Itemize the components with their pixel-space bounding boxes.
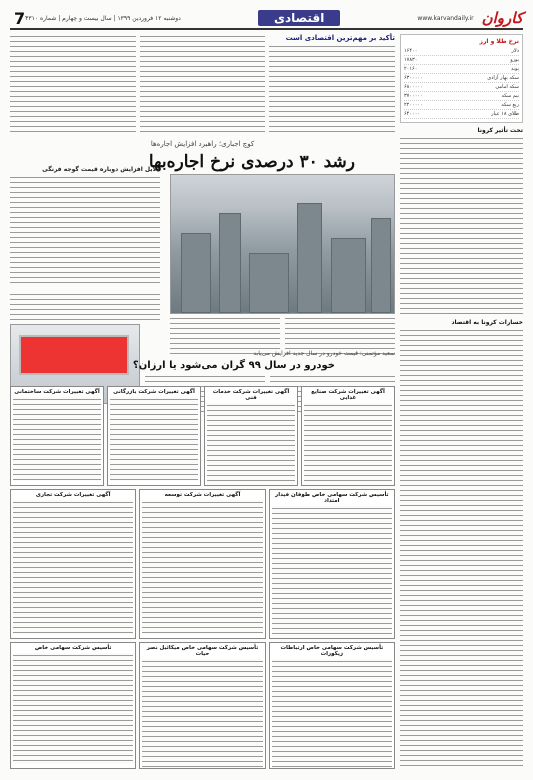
left-column-text-2 bbox=[10, 292, 160, 322]
left-column-title: دلایل افزایش دوباره قیمت گوجه فرنگی bbox=[42, 166, 160, 173]
market-rates-title: نرخ طلا و ارز bbox=[479, 38, 519, 45]
market-rate-value: ۳۷۰۰۰۰۰ bbox=[404, 92, 423, 99]
story-kicker: کوچ اجباری؛ راهبرد افزایش اجاره‌ها bbox=[150, 140, 255, 148]
website-url[interactable]: www.karvandaily.ir bbox=[417, 14, 474, 22]
ad-box bbox=[269, 642, 395, 769]
market-rate-row bbox=[404, 92, 519, 101]
ad-title: آگهی تغییرات شرکت ساختمانی bbox=[14, 389, 100, 395]
ad-text bbox=[142, 659, 262, 769]
ad-text bbox=[272, 659, 392, 769]
ad-text bbox=[110, 397, 198, 481]
date-block bbox=[10, 9, 181, 28]
market-rate-value: ۱۶۴۰۰ bbox=[404, 47, 418, 54]
ad-title: آگهی تغییرات شرکت بازرگانی bbox=[113, 389, 195, 395]
masthead bbox=[417, 9, 523, 27]
market-rate-row bbox=[404, 47, 519, 56]
ad-text bbox=[13, 397, 101, 481]
ad-text bbox=[272, 506, 392, 639]
classified-ads bbox=[10, 386, 395, 772]
ad-title: تأسیس شرکت سهامی خاص ارتباطات زیکورات bbox=[280, 645, 384, 657]
sidebar bbox=[400, 34, 523, 772]
market-rate-value: ۶۳۰۰۰۰۰ bbox=[404, 74, 423, 81]
ad-box bbox=[10, 386, 104, 486]
ad-title: آگهی تغییرات شرکت توسعه bbox=[164, 492, 241, 498]
market-rate-value: ۲۰۱۶۰ bbox=[404, 65, 418, 72]
ads-row-1 bbox=[10, 386, 395, 486]
market-rate-value: ۶۸۰۰۰۰۰ bbox=[404, 83, 423, 90]
page-number: 7 bbox=[14, 8, 26, 28]
car-kicker: سعید مؤتمنی: قیمت خودرو در سال جدید افزایش می‌یابد bbox=[253, 350, 395, 357]
sidebar-col1-text bbox=[400, 136, 523, 316]
top-article-2 bbox=[140, 34, 266, 134]
market-rate-label: دلار bbox=[511, 47, 519, 54]
market-rate-row bbox=[404, 56, 519, 65]
ad-box bbox=[139, 642, 265, 769]
market-rate-value: ۲۲۰۰۰۰۰ bbox=[404, 101, 423, 108]
ad-box bbox=[107, 386, 201, 486]
ad-box bbox=[139, 489, 265, 639]
ad-title: تأسیس شرکت سهامی خاص bbox=[34, 645, 112, 651]
ad-title: آگهی تغییرات شرکت تجاری bbox=[35, 492, 111, 498]
market-rate-label: یورو bbox=[510, 56, 519, 63]
market-rate-row bbox=[404, 74, 519, 83]
left-column-text bbox=[10, 175, 160, 285]
market-rate-label: طلای ۱۸ عیار bbox=[491, 110, 519, 117]
city-photo bbox=[170, 174, 395, 314]
market-rates-box bbox=[400, 34, 523, 123]
page-header bbox=[10, 8, 523, 30]
market-rate-label: پوند bbox=[511, 65, 519, 72]
market-rate-row bbox=[404, 110, 519, 119]
sidebar-col2-text bbox=[400, 328, 523, 768]
ad-text bbox=[207, 403, 295, 486]
ad-title: تأسیس شرکت سهامی خاص میکائیل نصر حیات bbox=[146, 645, 259, 657]
ad-text bbox=[13, 500, 133, 634]
market-rate-label: سکه امامی bbox=[495, 83, 519, 90]
ad-title: تأسیس شرکت سهامی خاص طوفان فیدار امتداد bbox=[275, 492, 389, 504]
top-article-3 bbox=[10, 34, 136, 134]
market-rate-row bbox=[404, 101, 519, 110]
ad-text bbox=[142, 500, 262, 634]
top-articles bbox=[10, 34, 395, 134]
section-label: اقتصادی bbox=[258, 10, 340, 26]
market-rate-row bbox=[404, 83, 519, 92]
ad-title: آگهی تغییرات شرکت خدمات فنی bbox=[212, 389, 290, 401]
ad-box bbox=[10, 489, 136, 639]
left-column-article bbox=[10, 166, 160, 286]
sidebar-col1-title: تحت تأثیر کرونا bbox=[477, 127, 523, 134]
ad-box bbox=[301, 386, 395, 486]
issue-date: دوشنبه ۱۲ فروردین ۱۳۹۹ | سال بیست و چهارم | شماره ۴۳۱۰ bbox=[25, 14, 181, 22]
ads-row-2 bbox=[10, 489, 395, 639]
ad-text bbox=[304, 403, 392, 486]
newspaper-logo: کاروان bbox=[481, 9, 523, 27]
market-rate-row bbox=[404, 65, 519, 74]
car-headline: خودرو در سال ۹۹ گران می‌شود یا ارزان؟ bbox=[132, 360, 335, 371]
market-rate-value: ۱۷۸۳۰ bbox=[404, 56, 418, 63]
market-rate-value: ۶۴۰۰۰۰ bbox=[404, 110, 421, 117]
market-rates-list bbox=[404, 47, 519, 119]
top-article-text bbox=[269, 44, 395, 132]
market-rate-label: ربع سکه bbox=[501, 101, 519, 108]
sidebar-col2-title: خسارات کرونا به اقتصاد bbox=[451, 319, 523, 326]
ad-box bbox=[10, 642, 136, 769]
top-article-title: تأکید بر مهم‌ترین اقتصادی است bbox=[285, 34, 395, 42]
top-article-1 bbox=[269, 34, 395, 134]
ad-title: آگهی تغییرات شرکت صنایع غذایی bbox=[311, 389, 385, 401]
ad-box bbox=[204, 386, 298, 486]
market-rate-label: سکه بهار آزادی bbox=[487, 74, 519, 81]
ad-box bbox=[269, 489, 395, 639]
ad-text bbox=[13, 653, 133, 764]
ads-row-3 bbox=[10, 642, 395, 769]
market-rate-label: نیم سکه bbox=[501, 92, 519, 99]
story-headline: رشد ۳۰ درصدی نرخ اجاره‌بها bbox=[148, 152, 355, 172]
